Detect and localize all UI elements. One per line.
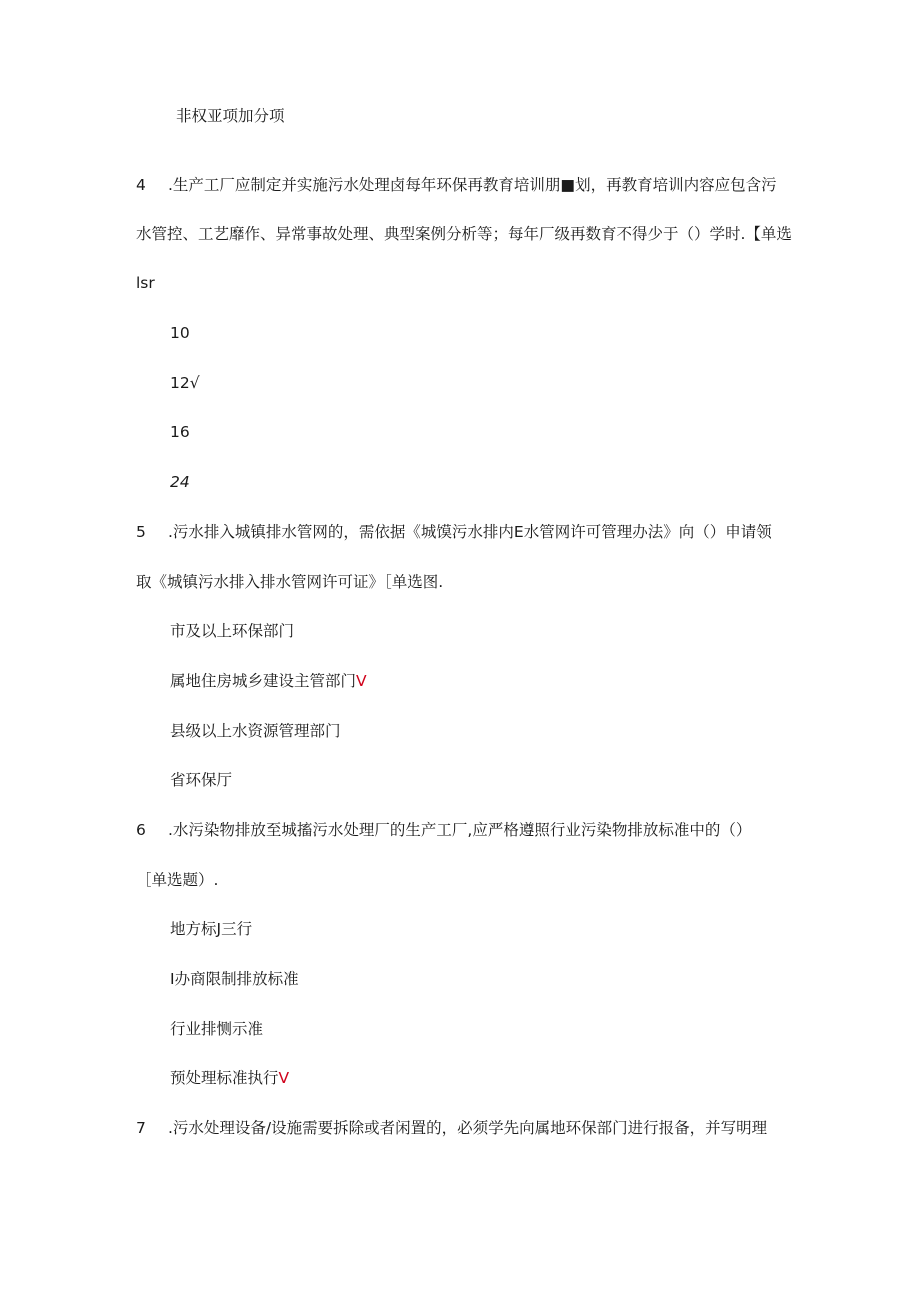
question-4-option-a: 10 [170, 324, 190, 342]
question-4-line-3: lsr [136, 274, 155, 292]
question-4-option-c: 16 [170, 423, 190, 441]
answer-check-mark: V [356, 672, 367, 690]
question-7-line-1: 7 .污水处理设备/设施需要拆除或者闲置的，必须学先向属地环保部门进行报备，并写明理 [136, 1119, 768, 1137]
question-6-number: 6 [136, 821, 146, 839]
question-4-option-d: 24 [170, 473, 190, 491]
question-5-line-1: 5 .污水排入城镇排水管网的，需依据《城馍污水排内E水管网许可管理办法》向（）申请领 [136, 523, 772, 541]
question-5-line-2: 取《城镇污水排入排水管网许可证》［单选图. [136, 573, 444, 591]
answer-check-mark: V [278, 1069, 290, 1087]
question-6-line-1: 6 .水污染物排放至城搐污水处理厂的生产工厂,应严格遵照行业污染物排放标准中的（） [136, 821, 752, 839]
question-5-option-a: 市及以上环保部门 [170, 622, 295, 640]
question-5-option-d: 省环保厅 [170, 771, 233, 789]
question-4-line-2: 水管控、工艺靡作、异常事故处理、典型案例分析等；每年厂级再数育不得少于（）学时.【单选 [136, 225, 792, 243]
question-7-number: 7 [136, 1119, 146, 1137]
answer-check-mark: √ [189, 374, 200, 392]
question-6-option-c: 行业排恻示准 [170, 1020, 264, 1038]
question-6-option-d: 预处理标准执行V [170, 1069, 290, 1087]
question-4-option-b: 12√ [170, 374, 200, 392]
question-4-number: 4 [136, 176, 146, 194]
question-5-option-c: 县级以上水资源管理部门 [170, 722, 341, 740]
question-4-line-1: 4 .生产工厂应制定并实施污水处理卤每年环保再教育培训朋■划，再教育培训内容应包含污 [136, 176, 777, 194]
question-6-option-a: 地方标J三行 [170, 920, 253, 938]
question-5-number: 5 [136, 523, 146, 541]
question-6-option-b: I办商限制排放标准 [170, 970, 299, 988]
question-6-line-2: ［单选题）. [136, 871, 219, 889]
question-5-option-b: 属地住房城乡建设主管部门V [170, 672, 367, 690]
section-heading: 非权亚项加分项 [176, 107, 285, 125]
